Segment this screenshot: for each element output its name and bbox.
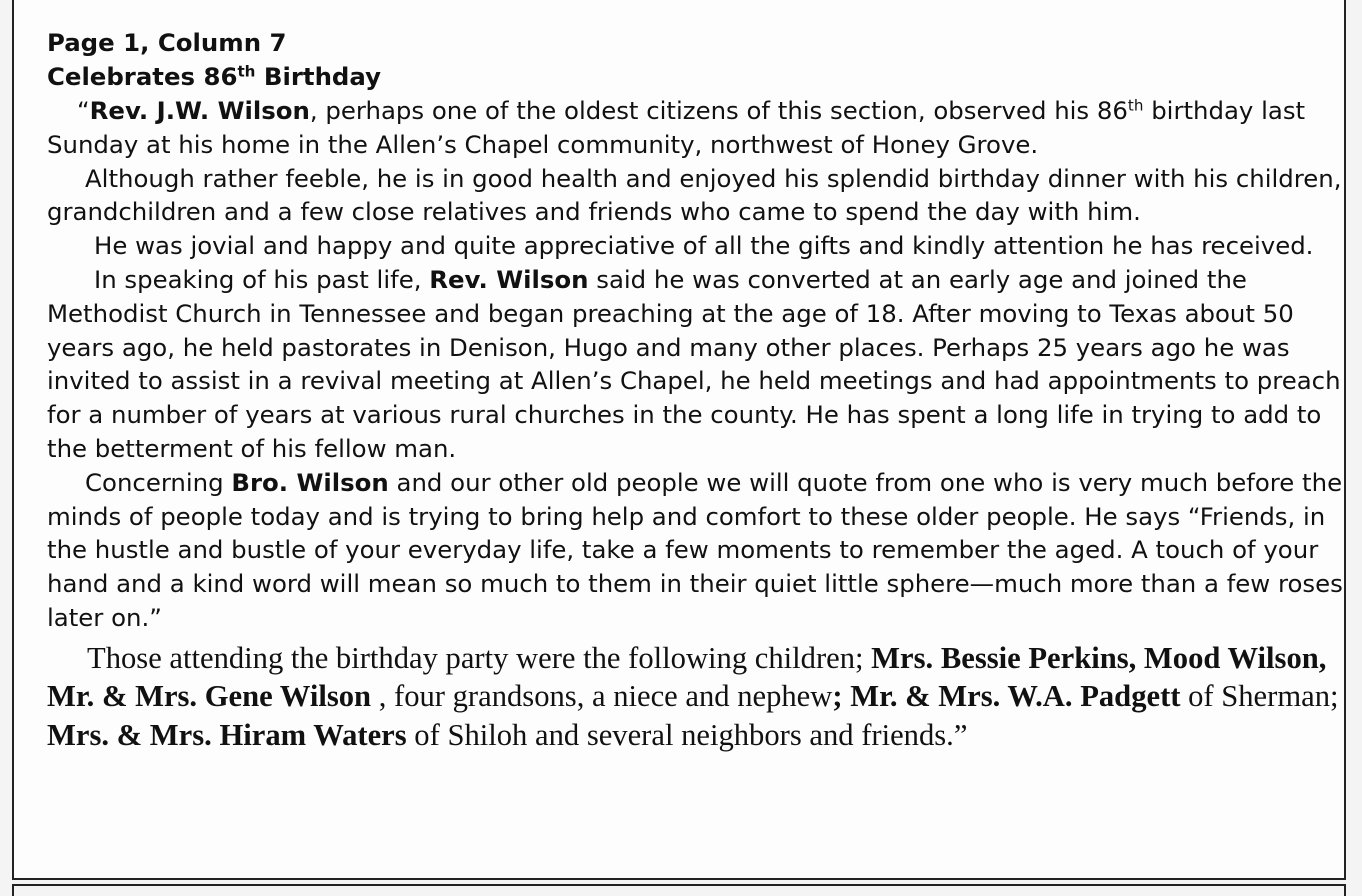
headline-text: Celebrates 86 bbox=[47, 62, 238, 91]
paragraph-6-text-1: Those attending the birthday party were the following children; bbox=[87, 640, 872, 675]
paragraph-3: He was jovial and happy and quite appreciative of all the gifts and kindly attention he has received. bbox=[94, 231, 1314, 261]
paragraph-4-text-a: In speaking of his past life, bbox=[94, 264, 430, 294]
name-bro-wilson: Bro. Wilson bbox=[231, 467, 389, 497]
paragraph-6-text-4: of Shiloh and several neighbors and friends.” bbox=[406, 717, 968, 752]
paragraph-6-text-3: of Sherman; bbox=[1180, 679, 1339, 714]
quote-open: “ bbox=[77, 96, 90, 125]
next-article-box bbox=[12, 884, 1346, 896]
padgett-names: ; Mr. & Mrs. W.A. Padgett bbox=[832, 679, 1181, 714]
article-headline bbox=[47, 60, 1347, 94]
paragraph-5-text-a: Concerning bbox=[85, 467, 232, 497]
paragraph-5 bbox=[47, 466, 1347, 635]
paragraph-5-text-b: and our other old people we will quote from one who is very much before the minds of people today and is trying to bring help and comfort to these older people. He says “Friends, in the hustle and bustle of your everyday life, take a few moments to remember the aged. A touch of your hand and a kind word will mean so much to them in their quiet little sphere—much more than a few roses later on.” bbox=[47, 467, 1343, 632]
children-names: Mrs. Bessie Perkins, Mood Wilson, Mr. & Mrs. Gene Wilson bbox=[47, 640, 1327, 714]
paragraph-2: Although rather feeble, he is in good health and enjoyed his splendid birthday dinner with his children, grandchildren and a few close relatives and friends who came to spend the day with him. bbox=[47, 163, 1342, 227]
page-reference: Page 1, Column 7 bbox=[47, 28, 287, 57]
headline-superscript: th bbox=[237, 62, 256, 81]
article-box bbox=[12, 0, 1346, 880]
paragraph-1-text-b: birthday last Sunday at his home in the Allen’s Chapel community, northwest of Honey Grove. bbox=[47, 96, 1306, 159]
paragraph-1 bbox=[47, 94, 1347, 162]
name-rev-jw-wilson: Rev. J.W. Wilson bbox=[89, 96, 310, 125]
paragraph-4-text-b: said he was converted at an early age and joined the Methodist Church in Tennessee and began preaching at the age of 18. After moving to Texas about 50 years ago, he held pastorates in Denison, Hugo and many other places. Perhaps 25 years ago he was invited to assist in a revival meeting at Allen’s Chapel, he held meetings and had appointments to preach for a number of years at various rural churches in the county. He has spent a long life in trying to add to the betterment of his fellow man. bbox=[47, 264, 1341, 463]
article-content bbox=[47, 26, 1347, 754]
paragraph-6-text-2: , four grandsons, a niece and nephew bbox=[371, 679, 833, 714]
headline-text-end: Birthday bbox=[255, 62, 381, 91]
paragraph-1-superscript: th bbox=[1127, 96, 1144, 115]
paragraph-6 bbox=[47, 639, 1347, 755]
paragraph-4 bbox=[47, 263, 1347, 466]
name-rev-wilson: Rev. Wilson bbox=[429, 264, 589, 294]
paragraph-1-text-a: , perhaps one of the oldest citizens of this section, observed his 86 bbox=[309, 96, 1128, 125]
waters-names: Mrs. & Mrs. Hiram Waters bbox=[47, 717, 407, 752]
